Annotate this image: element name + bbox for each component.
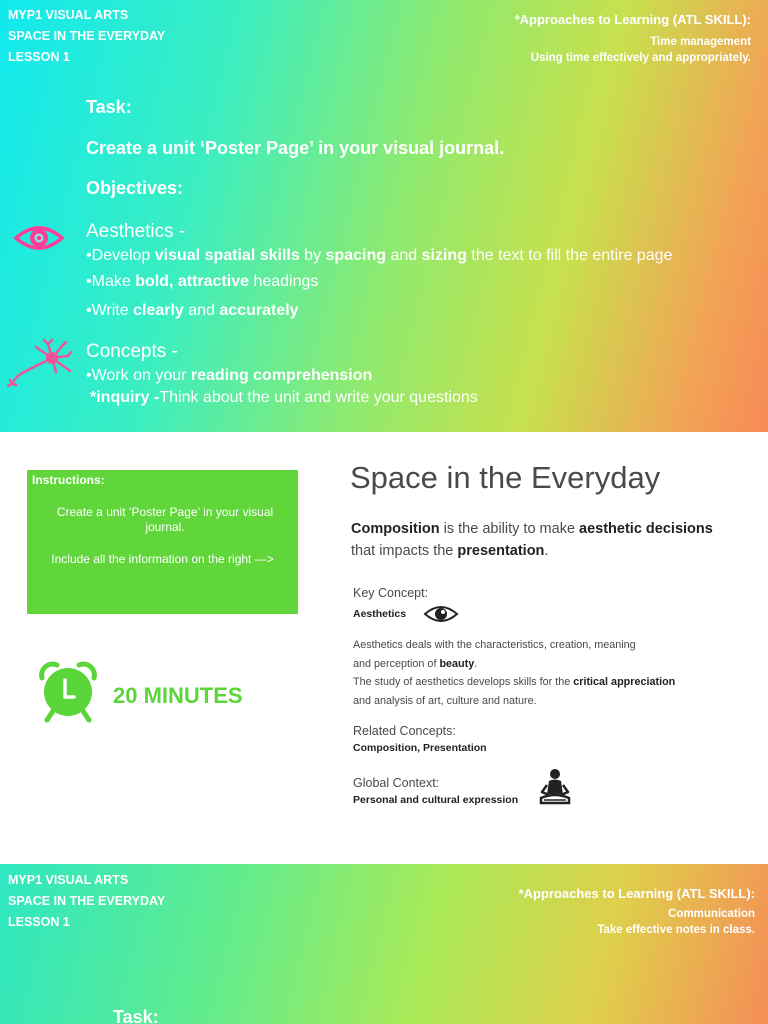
task-heading: Task: xyxy=(113,1007,159,1024)
atl-title: *Approaches to Learning (ATL SKILL): xyxy=(518,886,755,901)
atl-skill: Communication xyxy=(668,908,755,920)
related-concepts-label: Related Concepts: xyxy=(353,724,456,738)
unit-title: SPACE IN THE EVERYDAY xyxy=(8,894,166,908)
emphasis: clearly xyxy=(133,302,184,319)
text: Make xyxy=(91,273,136,290)
key-concept-label: Key Concept: xyxy=(353,586,429,600)
slide-2 xyxy=(0,432,768,864)
course-title: MYP1 VISUAL ARTS xyxy=(8,8,129,22)
emphasis: spacing xyxy=(325,247,386,264)
description-line xyxy=(353,673,753,692)
aesthetics-heading: Aesthetics - xyxy=(86,221,186,242)
atl-skill-description: Take effective notes in class. xyxy=(597,924,755,936)
related-concepts-value: Composition, Presentation xyxy=(353,742,487,754)
bullet-dot: • xyxy=(86,302,92,319)
text: •Work on your xyxy=(86,367,191,384)
task-heading: Task: xyxy=(86,97,132,117)
concept-bullet-2 xyxy=(90,388,478,408)
emphasis: beauty xyxy=(439,657,475,670)
unit-title: SPACE IN THE EVERYDAY xyxy=(8,29,166,43)
objectives-heading: Objectives: xyxy=(86,178,184,198)
text: and analysis of art, culture and nature. xyxy=(353,694,537,707)
emphasis: reading comprehension xyxy=(190,367,373,384)
text: . xyxy=(474,657,478,670)
lesson-number: LESSON 1 xyxy=(8,50,70,64)
eye-icon xyxy=(13,222,65,254)
text: by xyxy=(299,247,326,264)
emphasis: sizing xyxy=(421,247,467,264)
definition-line xyxy=(351,518,751,540)
instructions-text-1: Create a unit ‘Poster Page’ in your visual journal. xyxy=(56,505,274,534)
text: The study of aesthetics develops skills for the xyxy=(353,676,574,688)
global-context-label: Global Context: xyxy=(353,776,440,790)
concept-bullet-1 xyxy=(86,366,372,386)
emphasis: accurately xyxy=(219,302,299,319)
meditation-icon xyxy=(538,768,572,808)
objective-bullet-2 xyxy=(86,272,318,292)
definition-line xyxy=(351,540,751,562)
text: is the ability to make xyxy=(439,521,580,537)
emphasis: presentation xyxy=(457,543,545,559)
atl-skill-box xyxy=(515,11,751,66)
instructions-text-2: Include all the information on the right —> xyxy=(51,552,274,566)
timer-label: 20 MINUTES xyxy=(113,683,243,708)
global-context-value: Personal and cultural expression xyxy=(353,794,519,806)
atl-skill-box xyxy=(519,885,755,938)
text: that impacts the xyxy=(351,543,458,559)
task-text: Create a unit ‘Poster Page’ in your visual journal. xyxy=(86,138,505,158)
eye-icon xyxy=(423,603,459,625)
text: Think about the unit and write your questions xyxy=(159,389,478,406)
emphasis: critical appreciation xyxy=(573,676,676,688)
course-header xyxy=(8,870,165,933)
emphasis: aesthetic decisions xyxy=(579,521,713,537)
poster-title: Space in the Everyday xyxy=(350,460,661,495)
emphasis: bold, attractive xyxy=(135,273,249,290)
emphasis: Composition xyxy=(351,521,440,537)
atl-title: *Approaches to Learning (ATL SKILL): xyxy=(514,12,751,27)
text: and xyxy=(183,302,220,319)
text: and perception of xyxy=(353,657,440,670)
objective-bullet-3 xyxy=(86,301,299,321)
text: . xyxy=(544,543,549,559)
concepts-heading: Concepts - xyxy=(86,341,178,362)
emphasis: *inquiry - xyxy=(90,389,160,406)
text: headings xyxy=(249,273,319,290)
description-line xyxy=(353,655,753,674)
bullet-dot: • xyxy=(86,273,92,290)
aesthetics-description xyxy=(353,636,753,710)
course-header xyxy=(8,5,165,68)
instructions-heading: Instructions: xyxy=(32,473,105,487)
slide-3 xyxy=(0,864,768,1024)
text: Develop xyxy=(91,247,155,264)
text: Write xyxy=(91,302,134,319)
text: and xyxy=(386,247,422,264)
composition-definition xyxy=(351,518,751,562)
alarm-clock-icon xyxy=(38,660,98,724)
lesson-number: LESSON 1 xyxy=(8,915,70,929)
bullet-dot: • xyxy=(86,247,92,264)
text: Aesthetics deals with the characteristics, creation, meaning xyxy=(353,639,636,651)
slide-1 xyxy=(0,0,768,432)
instructions-box xyxy=(27,470,298,614)
text: the text to fill the entire page xyxy=(466,247,673,264)
emphasis: visual spatial skills xyxy=(154,247,300,264)
key-concept-value: Aesthetics xyxy=(353,608,407,620)
neuron-icon xyxy=(6,338,72,388)
objective-bullet-1 xyxy=(86,246,672,266)
atl-skill: Time management xyxy=(650,36,751,48)
atl-skill-description: Using time effectively and appropriately. xyxy=(530,52,751,64)
course-title: MYP1 VISUAL ARTS xyxy=(8,873,129,887)
